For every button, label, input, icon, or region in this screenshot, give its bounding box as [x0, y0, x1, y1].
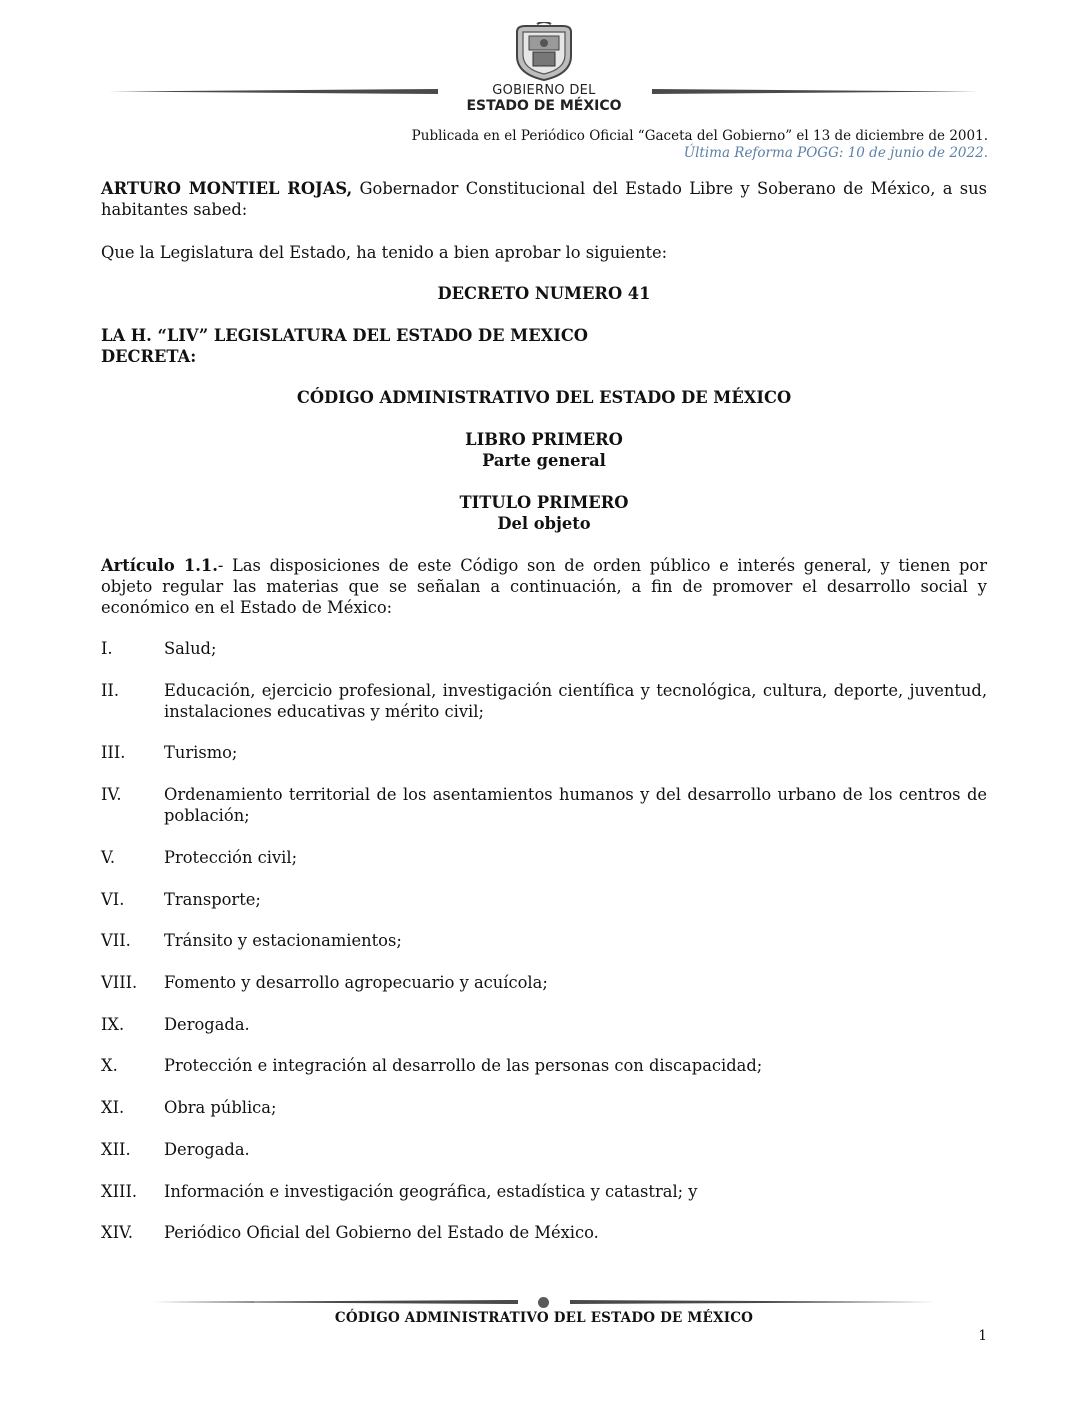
- list-item-number: X.: [101, 1056, 118, 1075]
- article-paragraph: [101, 555, 987, 618]
- code-title: CÓDIGO ADMINISTRATIVO DEL ESTADO DE MÉXICO: [296, 388, 792, 407]
- header-rule-right: [652, 89, 978, 94]
- list-item-number: XII.: [101, 1140, 131, 1159]
- list-item-number: XIV.: [101, 1223, 134, 1242]
- book-heading: LIBRO PRIMERO: [465, 430, 623, 449]
- legislature-line: Que la Legislatura del Estado, ha tenido a bien aprobar lo siguiente:: [101, 243, 668, 262]
- header-rule-left: [108, 89, 438, 94]
- list-item-number: VIII.: [101, 973, 138, 992]
- list-item-text: Transporte;: [164, 890, 261, 909]
- governor-text: Gobernador Constitucional del Estado Libre y Soberano de México, a sus habitantes sabed:: [101, 179, 987, 219]
- footer-dot: [538, 1297, 549, 1308]
- footer-rule-left: [152, 1300, 518, 1304]
- list-item-text: Protección e integración al desarrollo de las personas con discapacidad;: [164, 1056, 763, 1075]
- list-item-text: Información e investigación geográfica, estadística y catastral; y: [164, 1182, 698, 1201]
- list-item-number: III.: [101, 743, 126, 762]
- publication-date: Publicada en el Periódico Oficial “Gaceta del Gobierno” el 13 de diciembre de 2001.: [411, 128, 988, 144]
- page-number: 1: [978, 1328, 987, 1344]
- list-item-number: XIII.: [101, 1182, 138, 1201]
- list-item-number: II.: [101, 681, 120, 700]
- article-label: Artículo 1.1.: [101, 556, 218, 575]
- list-item-text: Ordenamiento territorial de los asentamientos humanos y del desarrollo urbano de los centros de población;: [164, 785, 987, 825]
- governor-name: ARTURO MONTIEL ROJAS,: [101, 179, 353, 198]
- government-name-line2: ESTADO DE MÉXICO: [466, 98, 622, 114]
- article-text: - Las disposiciones de este Código son de orden público e interés general, y tienen por objeto regular las materias que se señalan a continuación, a fin de promover el desarrollo social y económico en el Estado de México:: [101, 556, 987, 617]
- decreta-label: DECRETA:: [101, 347, 197, 366]
- list-item-number: IV.: [101, 785, 122, 804]
- title-subheading: Del objeto: [497, 514, 591, 533]
- state-seal-logo: [511, 22, 577, 82]
- footer-rule-right: [570, 1300, 936, 1304]
- list-item-number: VI.: [101, 890, 125, 909]
- list-item-text: Tránsito y estacionamientos;: [164, 931, 402, 950]
- list-item-number: IX.: [101, 1015, 125, 1034]
- list-item-text: Educación, ejercicio profesional, investigación científica y tecnológica, cultura, deporte, juventud, instalaciones educativas y mérito civil;: [164, 681, 987, 721]
- book-subheading: Parte general: [482, 451, 606, 470]
- footer-title: CÓDIGO ADMINISTRATIVO DEL ESTADO DE MÉXICO: [334, 1310, 754, 1326]
- decree-title: DECRETO NUMERO 41: [437, 284, 651, 303]
- list-item-text: Periódico Oficial del Gobierno del Estado de México.: [164, 1223, 599, 1242]
- list-item-text: Derogada.: [164, 1015, 250, 1034]
- list-item-number: VII.: [101, 931, 131, 950]
- list-item-text: Turismo;: [164, 743, 238, 762]
- title-heading: TITULO PRIMERO: [459, 493, 629, 512]
- publication-info: [412, 128, 988, 162]
- government-name-line1: GOBIERNO DEL: [492, 83, 596, 98]
- governor-paragraph: [101, 178, 987, 220]
- list-item-number: I.: [101, 639, 113, 658]
- list-item-number: V.: [101, 848, 116, 867]
- list-item-text: Obra pública;: [164, 1098, 277, 1117]
- list-item-number: XI.: [101, 1098, 125, 1117]
- last-reform-date: Última Reforma POGG: 10 de junio de 2022.: [683, 145, 988, 161]
- list-item-text: Salud;: [164, 639, 217, 658]
- list-item-text: Protección civil;: [164, 848, 298, 867]
- list-item-text: Derogada.: [164, 1140, 250, 1159]
- list-item-text: Fomento y desarrollo agropecuario y acuícola;: [164, 973, 548, 992]
- legislature-heading: LA H. “LIV” LEGISLATURA DEL ESTADO DE MEXICO: [101, 326, 588, 345]
